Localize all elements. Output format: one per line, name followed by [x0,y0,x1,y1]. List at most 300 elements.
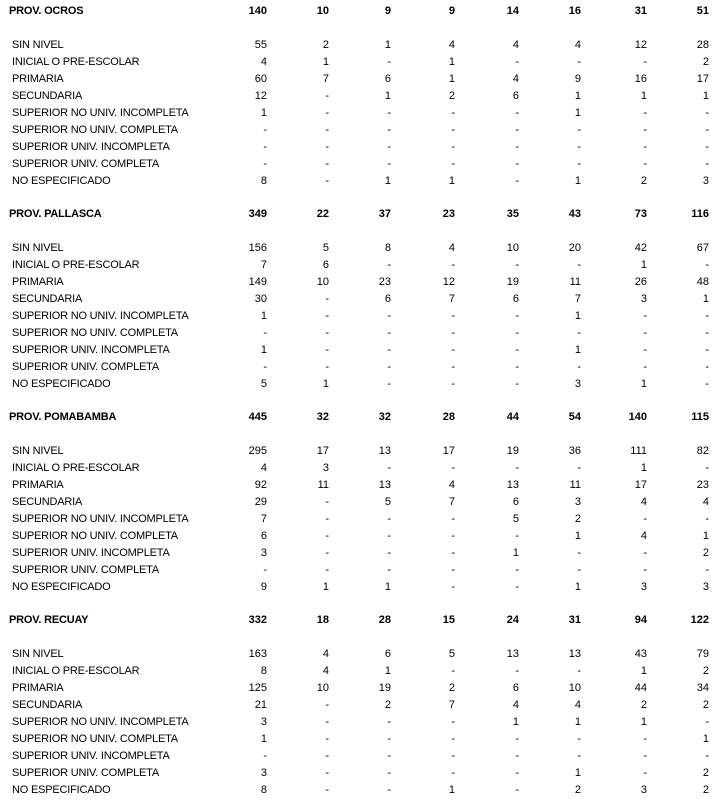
education-level-row-value: 20 [568,242,581,254]
education-level-row-value: 17 [316,445,329,457]
education-level-row-value: 1 [574,530,581,542]
education-level-row-label: NO ESPECIFICADO [12,378,111,390]
education-level-row-value: 34 [696,682,709,694]
education-level-row-label: SUPERIOR NO UNIV. INCOMPLETA [12,513,189,525]
education-level-row-value: 2 [702,665,709,677]
education-level-row-value: 29 [254,496,267,508]
education-level-row-label: NO ESPECIFICADO [12,175,111,187]
education-level-row-label: PRIMARIA [12,682,64,694]
education-level-row-value: 295 [248,445,267,457]
education-level-row [0,714,712,731]
education-level-row-value: - [451,344,455,356]
province-total-row-value: 44 [506,411,519,423]
education-level-row [0,646,712,663]
education-level-row-value: - [643,107,647,119]
education-level-row-value: 8 [260,665,267,677]
education-level-row-value: 2 [702,699,709,711]
education-level-row-value: - [643,344,647,356]
education-level-row-value: - [577,327,581,339]
education-level-row-value: - [451,665,455,677]
education-level-row-value: - [387,733,391,745]
education-level-row-value: 7 [448,293,455,305]
education-level-row-value: 13 [378,479,391,491]
education-level-row-label: SUPERIOR UNIV. COMPLETA [12,564,159,576]
education-level-row-value: - [643,361,647,373]
province-total-row-value: 18 [316,614,329,626]
education-level-row-value: - [325,107,329,119]
education-level-row-value: 1 [640,716,647,728]
education-level-row-value: - [325,141,329,153]
education-level-row-value: 6 [384,293,391,305]
education-level-row-value: - [325,344,329,356]
education-level-row-value: 1 [574,581,581,593]
education-level-row-value: 4 [448,479,455,491]
education-level-row-value: - [387,344,391,356]
education-level-row [0,173,712,190]
education-level-row [0,562,712,579]
education-level-row-value: 4 [448,39,455,51]
education-level-row-value: 2 [448,90,455,102]
education-level-row-value: - [705,259,709,271]
education-level-row-value: - [451,733,455,745]
education-level-row-value: 2 [702,547,709,559]
education-level-row-label: INICIAL O PRE-ESCOLAR [12,259,140,271]
education-level-row-value: 7 [260,259,267,271]
education-level-row-value: 1 [574,344,581,356]
education-level-row-value: 2 [702,56,709,68]
education-level-row-value: 3 [640,293,647,305]
education-level-row-value: - [577,158,581,170]
education-level-row-value: - [515,767,519,779]
education-level-row-label: PRIMARIA [12,73,64,85]
education-level-row-value: - [451,767,455,779]
education-level-row-value: - [577,750,581,762]
education-level-row-value: 1 [260,344,267,356]
education-level-row-value: - [451,750,455,762]
province-total-row [0,206,712,223]
education-level-row-value: - [515,750,519,762]
education-level-row-value: 4 [512,699,519,711]
education-level-row-value: 3 [322,462,329,474]
education-level-row-value: - [577,733,581,745]
education-level-row-value: 82 [696,445,709,457]
education-level-row-value: 9 [260,581,267,593]
education-level-row-label: SIN NIVEL [12,39,64,51]
education-level-row-value: - [387,547,391,559]
education-level-row-value: 79 [696,648,709,660]
education-level-row [0,782,712,799]
education-level-row-value: - [387,259,391,271]
education-level-row-value: - [387,784,391,796]
education-level-row-value: - [451,378,455,390]
education-level-row-value: - [515,564,519,576]
education-level-row-label: SUPERIOR NO UNIV. COMPLETA [12,124,178,136]
education-level-row-value: 1 [702,90,709,102]
education-level-row-value: - [515,733,519,745]
education-level-row-value: - [387,361,391,373]
education-level-row-value: 1 [574,767,581,779]
education-level-row [0,731,712,748]
education-level-row-value: 5 [322,242,329,254]
education-level-row-value: 10 [316,276,329,288]
education-level-row-value: - [451,259,455,271]
education-level-row-value: - [451,361,455,373]
province-total-row-value: 140 [628,411,647,423]
education-level-row-value: 4 [322,648,329,660]
education-level-row-value: 1 [384,39,391,51]
education-level-row-value: 11 [317,479,329,491]
education-level-row-value: 42 [634,242,647,254]
education-level-row-value: - [705,310,709,322]
education-level-row-value: - [325,327,329,339]
education-level-row-value: - [515,107,519,119]
education-level-row-value: 2 [384,699,391,711]
education-level-row-value: 1 [448,175,455,187]
education-level-row-value: 1 [260,733,267,745]
education-level-row-value: 92 [254,479,267,491]
province-total-row-value: 28 [378,614,391,626]
education-level-row-value: 55 [254,39,267,51]
education-level-row-label: INICIAL O PRE-ESCOLAR [12,56,140,68]
education-level-row-value: 13 [506,479,519,491]
education-level-row [0,274,712,291]
education-level-row-value: - [705,564,709,576]
education-level-row-label: SUPERIOR NO UNIV. INCOMPLETA [12,716,189,728]
education-level-row-value: - [325,310,329,322]
education-level-row-value: 125 [248,682,267,694]
education-level-row-value: 4 [448,242,455,254]
education-level-row-value: 1 [260,310,267,322]
education-level-row-value: - [325,547,329,559]
education-level-row-value: - [387,107,391,119]
education-level-row-label: INICIAL O PRE-ESCOLAR [12,462,140,474]
education-level-row-value: 8 [260,784,267,796]
education-level-row-value: 7 [574,293,581,305]
education-level-row-value: - [643,564,647,576]
education-level-row-value: 5 [384,496,391,508]
education-level-row-value: 12 [254,90,267,102]
education-level-row-value: 1 [574,310,581,322]
education-level-row-value: - [515,361,519,373]
education-level-row-value: - [643,750,647,762]
education-level-row-value: 1 [322,581,329,593]
education-level-row-value: - [705,716,709,728]
education-level-row-label: SUPERIOR UNIV. COMPLETA [12,767,159,779]
education-level-row-value: - [451,124,455,136]
education-level-row-value: - [515,581,519,593]
education-level-row-value: 9 [574,73,581,85]
education-level-row [0,477,712,494]
education-level-row [0,37,712,54]
education-level-row [0,494,712,511]
education-level-row-label: SECUNDARIA [12,90,83,102]
education-level-row-value: 7 [260,513,267,525]
education-level-row-value: 19 [378,682,391,694]
province-total-row-value: 43 [568,208,581,220]
education-level-row-value: - [325,293,329,305]
education-level-row-value: 1 [384,175,391,187]
province-total-row-value: 115 [691,411,709,423]
education-level-row-value: 4 [702,496,709,508]
education-level-row-value: - [325,361,329,373]
education-level-row-value: 17 [634,479,647,491]
province-section [0,406,712,609]
education-level-row-value: 12 [634,39,647,51]
education-level-row [0,680,712,697]
education-level-row-value: - [705,750,709,762]
education-level-row-value: - [705,141,709,153]
province-total-row-value: 28 [442,411,455,423]
education-level-row-value: - [515,344,519,356]
education-level-row-value: 6 [384,73,391,85]
education-level-row-value: - [643,767,647,779]
education-level-row-value: 1 [512,716,519,728]
education-level-row [0,511,712,528]
province-total-row [0,612,712,629]
education-level-row-value: 19 [506,276,519,288]
education-level-row-value: - [643,310,647,322]
education-level-row-value: 1 [322,56,329,68]
education-level-row-value: - [643,327,647,339]
education-level-row-value: - [705,107,709,119]
education-level-row-label: SUPERIOR NO UNIV. COMPLETA [12,733,178,745]
education-level-row-value: - [263,141,267,153]
education-level-row-value: - [451,310,455,322]
province-total-row-value: 122 [690,614,709,626]
education-level-row-value: 1 [574,175,581,187]
education-level-row-value: 17 [696,73,709,85]
education-level-row-value: - [643,158,647,170]
province-total-row-value: 32 [316,411,329,423]
education-level-row-value: 19 [506,445,519,457]
education-level-row-value: 1 [702,530,709,542]
education-level-row-value: 11 [569,479,581,491]
education-level-row-value: 3 [640,581,647,593]
education-level-row-value: 13 [568,648,581,660]
education-level-row-value: 1 [574,716,581,728]
education-level-row [0,359,712,376]
province-total-row-value: 332 [248,614,267,626]
education-level-row-value: - [325,784,329,796]
education-level-row-value: 2 [574,513,581,525]
education-level-row-value: 10 [506,242,519,254]
education-level-row-value: - [325,767,329,779]
education-level-row-value: 1 [574,90,581,102]
education-level-row-value: 4 [260,462,267,474]
education-level-row-value: 4 [512,39,519,51]
education-level-row-value: - [515,462,519,474]
education-level-row-value: - [263,124,267,136]
education-level-row-label: SIN NIVEL [12,648,64,660]
education-level-row [0,443,712,460]
education-level-row-label: SECUNDARIA [12,496,83,508]
education-level-row-label: NO ESPECIFICADO [12,581,111,593]
education-level-row-value: 5 [512,513,519,525]
education-level-row-value: - [325,175,329,187]
education-level-row [0,460,712,477]
education-level-row-value: 6 [512,496,519,508]
education-level-row-value: 1 [512,547,519,559]
province-total-row-value: 10 [316,5,329,17]
education-level-row-value: - [325,530,329,542]
province-total-row-label: PROV. RECUAY [9,614,89,626]
education-level-row [0,291,712,308]
education-level-row-value: 2 [322,39,329,51]
education-level-row-value: 163 [248,648,267,660]
education-level-row-value: - [387,767,391,779]
education-level-row-value: 60 [254,73,267,85]
education-level-row-label: SUPERIOR UNIV. COMPLETA [12,361,159,373]
education-level-row-value: 2 [702,767,709,779]
education-level-row-label: SUPERIOR NO UNIV. INCOMPLETA [12,107,189,119]
education-level-row-value: 3 [260,547,267,559]
province-total-row-value: 24 [506,614,519,626]
education-level-row-value: 1 [448,56,455,68]
education-level-row-value: - [451,141,455,153]
education-level-row-value: 4 [512,73,519,85]
education-level-row-value: 17 [442,445,455,457]
education-level-row-value: - [263,361,267,373]
province-total-row-value: 14 [506,5,519,17]
province-total-row-value: 73 [634,208,647,220]
education-level-row-value: - [577,462,581,474]
province-section [0,0,712,203]
education-level-row-value: 16 [634,73,647,85]
education-level-row [0,579,712,596]
education-level-row-value: 5 [260,378,267,390]
education-level-row-value: - [263,158,267,170]
education-level-row-value: - [387,124,391,136]
education-level-row-value: 8 [384,242,391,254]
education-level-row-value: 30 [254,293,267,305]
education-level-row-value: - [643,56,647,68]
education-level-row-value: 3 [260,716,267,728]
education-level-row [0,765,712,782]
education-level-row-value: 2 [574,784,581,796]
education-level-row-value: 7 [448,496,455,508]
education-level-row-value: 36 [568,445,581,457]
education-level-row-value: - [577,564,581,576]
education-level-row [0,325,712,342]
education-level-row-value: 28 [696,39,709,51]
education-level-row-value: 3 [702,175,709,187]
education-level-row-value: - [387,530,391,542]
province-total-row-value: 51 [696,5,709,17]
education-level-row-value: - [325,699,329,711]
province-total-row-value: 16 [568,5,581,17]
education-level-row-label: SIN NIVEL [12,445,64,457]
education-level-row-value: 111 [630,445,647,457]
education-level-row-value: - [705,124,709,136]
education-level-row-label: PRIMARIA [12,479,64,491]
province-total-row-value: 37 [378,208,391,220]
education-level-row-value: - [577,56,581,68]
education-level-row-value: - [263,750,267,762]
education-level-row-value: - [515,665,519,677]
province-total-row-value: 9 [384,5,391,17]
education-level-row-value: - [325,124,329,136]
education-level-row-value: - [643,513,647,525]
education-level-row-value: 149 [248,276,267,288]
education-level-row-value: - [705,327,709,339]
education-level-row-value: - [577,665,581,677]
education-level-row-value: 1 [640,378,647,390]
education-level-row-value: 2 [640,699,647,711]
education-level-row-value: 1 [640,259,647,271]
education-level-row-value: - [451,530,455,542]
education-level-row-label: SUPERIOR NO UNIV. COMPLETA [12,530,178,542]
province-total-row-value: 54 [568,411,581,423]
education-level-row-value: 4 [322,665,329,677]
education-level-row [0,71,712,88]
province-total-row-value: 9 [448,5,455,17]
education-level-row-value: - [451,158,455,170]
province-section [0,609,712,812]
education-level-row [0,748,712,765]
education-level-row [0,545,712,562]
education-level-row-value: - [705,344,709,356]
education-level-row-value: - [451,513,455,525]
education-level-row-value: - [325,496,329,508]
education-level-row [0,156,712,173]
education-level-row-value: - [705,378,709,390]
education-level-row-value: - [705,462,709,474]
education-level-row-value: - [515,327,519,339]
education-level-row-value: - [325,564,329,576]
education-level-row-value: 5 [448,648,455,660]
education-level-row-value: 4 [640,496,647,508]
education-level-row-value: 13 [378,445,391,457]
education-level-row-value: 6 [512,90,519,102]
education-level-row-value: - [451,107,455,119]
education-level-row-label: SECUNDARIA [12,293,83,305]
education-level-row-label: SUPERIOR UNIV. INCOMPLETA [12,141,170,153]
education-level-row-label: NO ESPECIFICADO [12,784,111,796]
education-level-row-value: - [705,158,709,170]
education-level-row-label: SUPERIOR NO UNIV. INCOMPLETA [12,310,189,322]
education-level-row [0,257,712,274]
education-level-row-value: 12 [442,276,455,288]
education-level-row-value: - [515,175,519,187]
province-total-row-value: 23 [442,208,455,220]
education-level-row-value: - [515,530,519,542]
education-level-row-value: 3 [260,767,267,779]
province-total-row-value: 22 [316,208,329,220]
education-level-row-label: SUPERIOR UNIV. COMPLETA [12,158,159,170]
education-level-row-value: - [325,90,329,102]
province-total-row-value: 31 [568,614,581,626]
education-level-row-value: - [325,513,329,525]
education-level-row-value: - [515,124,519,136]
education-level-row-value: - [577,259,581,271]
education-level-row-label: INICIAL O PRE-ESCOLAR [12,665,140,677]
education-level-row-value: 1 [384,665,391,677]
education-level-row-value: 2 [702,784,709,796]
education-level-row-value: 6 [322,259,329,271]
education-level-row-value: - [577,124,581,136]
education-level-row-value: 7 [448,699,455,711]
education-level-row [0,240,712,257]
education-level-row-value: - [515,784,519,796]
education-level-row-value: 1 [574,107,581,119]
education-level-row-value: 2 [640,175,647,187]
education-level-row-value: - [643,547,647,559]
education-level-row-value: 1 [448,784,455,796]
education-level-row-value: - [515,378,519,390]
education-level-row-value: - [643,733,647,745]
education-level-row-value: - [387,378,391,390]
education-level-row-value: 1 [384,581,391,593]
